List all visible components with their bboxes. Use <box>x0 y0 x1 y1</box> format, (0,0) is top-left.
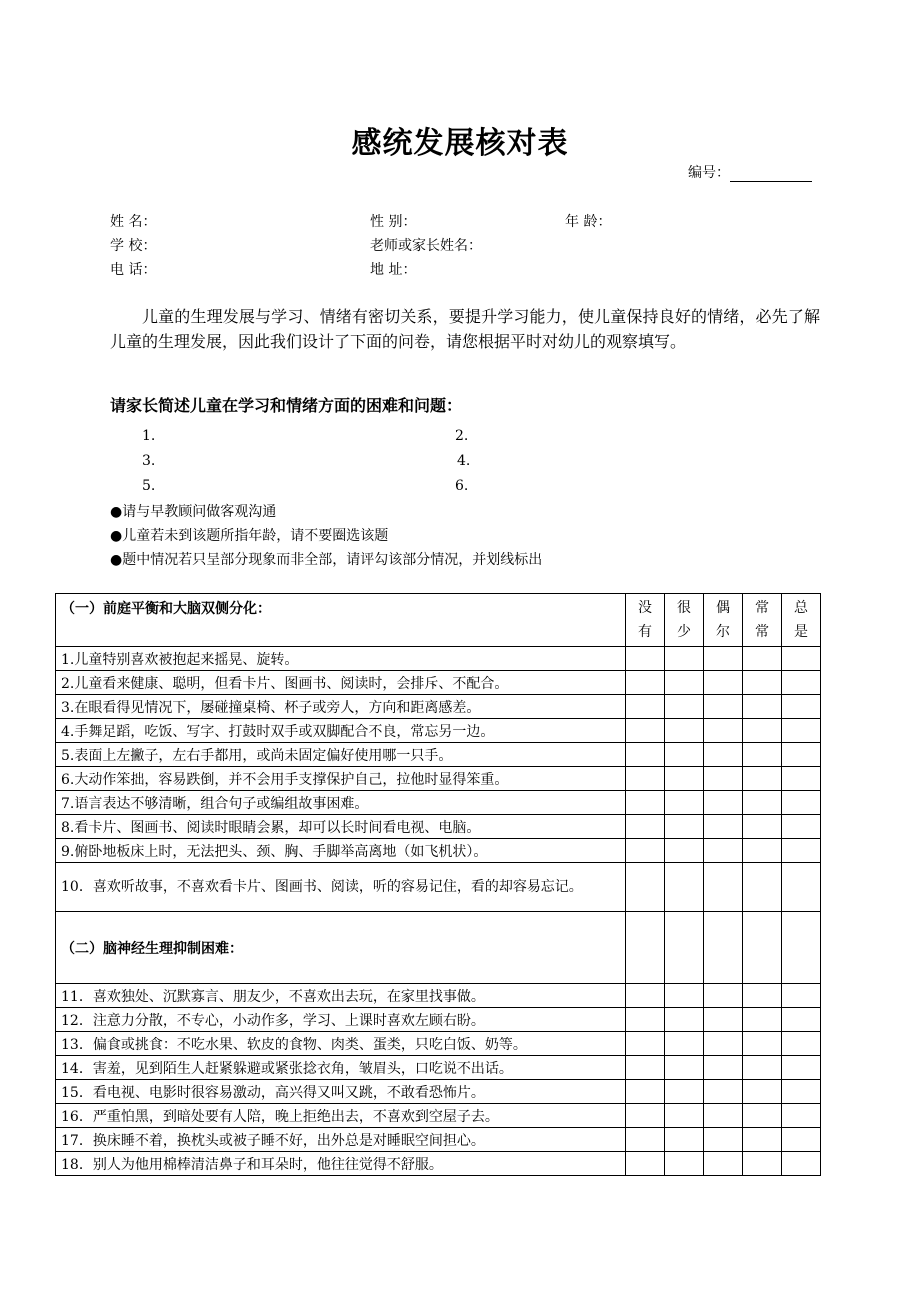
rating-cell-rarely[interactable] <box>665 767 704 791</box>
section-2-blank-cell <box>665 912 704 984</box>
checklist-item-text: 16．严重怕黑，到暗处要有人陪，晚上拒绝出去，不喜欢到空屋子去。 <box>56 1104 626 1128</box>
note-2: ●儿童若未到该题所指年龄，请不要圈选该题 <box>110 528 389 544</box>
problem-number-5: 5. <box>142 478 156 494</box>
rating-cell-rarely[interactable] <box>665 647 704 671</box>
rating-cell-rarely[interactable] <box>665 863 704 912</box>
section-1-title: （一）前庭平衡和大脑双侧分化： <box>61 601 271 617</box>
checklist-item-text: 14．害羞，见到陌生人赶紧躲避或紧张捻衣角，皱眉头，口吃说不出话。 <box>56 1056 626 1080</box>
rating-cell-often[interactable] <box>743 815 782 839</box>
rating-cell-occasionally[interactable] <box>704 743 743 767</box>
rating-cell-often[interactable] <box>743 839 782 863</box>
page-title: 感统发展核对表 <box>351 126 569 161</box>
rating-cell-rarely[interactable] <box>665 1152 704 1176</box>
checklist-item-row <box>56 719 821 743</box>
rating-cell-always[interactable] <box>782 767 821 791</box>
serial-blank[interactable] <box>730 168 812 182</box>
rating-cell-often[interactable] <box>743 863 782 912</box>
rating-cell-often[interactable] <box>743 984 782 1008</box>
checklist-table <box>55 593 821 1176</box>
rating-cell-rarely[interactable] <box>665 671 704 695</box>
rating-cell-often[interactable] <box>743 791 782 815</box>
rating-cell-often[interactable] <box>743 1008 782 1032</box>
rating-cell-never[interactable] <box>626 1056 665 1080</box>
gender-label: 性 别： <box>370 214 417 230</box>
rating-cell-occasionally[interactable] <box>704 1104 743 1128</box>
rating-cell-occasionally[interactable] <box>704 647 743 671</box>
rating-cell-always[interactable] <box>782 1032 821 1056</box>
checklist-item-row <box>56 1104 821 1128</box>
checklist-item-text: 4.手舞足蹈，吃饭、写字、打鼓时双手或双脚配合不良，常忘另一边。 <box>56 719 626 743</box>
rating-cell-rarely[interactable] <box>665 984 704 1008</box>
checklist-item-text: 10．喜欢听故事，不喜欢看卡片、图画书、阅读，听的容易记住，看的却容易忘记。 <box>56 863 626 912</box>
checklist-item-row <box>56 743 821 767</box>
section-2-title: （二）脑神经生理抑制困难： <box>61 940 243 957</box>
school-label: 学 校： <box>110 238 157 254</box>
rating-cell-rarely[interactable] <box>665 743 704 767</box>
question-heading: 请家长简述儿童在学习和情绪方面的困难和问题： <box>110 396 463 415</box>
rating-cell-rarely[interactable] <box>665 1128 704 1152</box>
note-3: ●题中情况若只呈部分现象而非全部，请评勾该部分情况，并划线标出 <box>110 552 543 568</box>
checklist-item-row <box>56 695 821 719</box>
checklist-item-row <box>56 647 821 671</box>
rating-cell-often[interactable] <box>743 767 782 791</box>
rating-cell-always[interactable] <box>782 1104 821 1128</box>
rating-cell-always[interactable] <box>782 863 821 912</box>
checklist-item-row <box>56 984 821 1008</box>
checklist-item-text: 15．看电视、电影时很容易激动，高兴得又叫又跳，不敢看恐怖片。 <box>56 1080 626 1104</box>
checklist-item-text: 11．喜欢独处、沉默寡言、朋友少，不喜欢出去玩，在家里找事做。 <box>56 984 626 1008</box>
rating-cell-often[interactable] <box>743 1104 782 1128</box>
rating-cell-rarely[interactable] <box>665 791 704 815</box>
rating-cell-always[interactable] <box>782 791 821 815</box>
rating-cell-always[interactable] <box>782 1152 821 1176</box>
option-header-never: 没 有 <box>626 594 665 647</box>
section-2-title-cell <box>56 912 626 984</box>
rating-cell-rarely[interactable] <box>665 1008 704 1032</box>
rating-cell-often[interactable] <box>743 695 782 719</box>
rating-cell-always[interactable] <box>782 1008 821 1032</box>
section-2-blank-cell <box>743 912 782 984</box>
checklist-item-text: 3.在眼看得见情况下，屡碰撞桌椅、杯子或旁人，方向和距离感差。 <box>56 695 626 719</box>
rating-cell-often[interactable] <box>743 1032 782 1056</box>
rating-cell-never[interactable] <box>626 719 665 743</box>
checklist-item-text: 7.语言表达不够清晰，组合句子或编组故事困难。 <box>56 791 626 815</box>
rating-cell-occasionally[interactable] <box>704 984 743 1008</box>
section-2-blank-cell <box>626 912 665 984</box>
intro-paragraph: 儿童的生理发展与学习、情绪有密切关系，要提升学习能力，使儿童保持良好的情绪，必先了解儿童的生理发展，因此我们设计了下面的问卷，请您根据平时对幼儿的观察填写。 <box>110 307 820 351</box>
rating-cell-occasionally[interactable] <box>704 1152 743 1176</box>
rating-cell-never[interactable] <box>626 791 665 815</box>
rating-cell-occasionally[interactable] <box>704 839 743 863</box>
rating-cell-occasionally[interactable] <box>704 767 743 791</box>
problem-number-4: 4. <box>457 453 471 469</box>
rating-cell-occasionally[interactable] <box>704 695 743 719</box>
option-header-occasionally: 偶 尔 <box>704 594 743 647</box>
rating-cell-never[interactable] <box>626 671 665 695</box>
section-1-title-cell <box>56 594 626 647</box>
rating-cell-occasionally[interactable] <box>704 719 743 743</box>
rating-cell-rarely[interactable] <box>665 1104 704 1128</box>
rating-cell-never[interactable] <box>626 647 665 671</box>
checklist-item-row <box>56 1080 821 1104</box>
checklist-item-text: 6.大动作笨拙，容易跌倒，并不会用手支撑保护自己，拉他时显得笨重。 <box>56 767 626 791</box>
rating-cell-often[interactable] <box>743 1080 782 1104</box>
section-1-header-row <box>56 594 821 647</box>
rating-cell-rarely[interactable] <box>665 719 704 743</box>
rating-cell-occasionally[interactable] <box>704 863 743 912</box>
rating-cell-never[interactable] <box>626 743 665 767</box>
checklist-item-text: 8.看卡片、图画书、阅读时眼睛会累，却可以长时间看电视、电脑。 <box>56 815 626 839</box>
checklist-item-text: 18．别人为他用棉棒清洁鼻子和耳朵时，他往往觉得不舒服。 <box>56 1152 626 1176</box>
rating-cell-always[interactable] <box>782 839 821 863</box>
checklist-item-row <box>56 1008 821 1032</box>
checklist-item-row <box>56 863 821 912</box>
checklist-item-row <box>56 767 821 791</box>
rating-cell-never[interactable] <box>626 1128 665 1152</box>
rating-cell-rarely[interactable] <box>665 1032 704 1056</box>
section-2-blank-cell <box>782 912 821 984</box>
rating-cell-never[interactable] <box>626 767 665 791</box>
guardian-label: 老师或家长姓名： <box>370 238 482 254</box>
rating-cell-never[interactable] <box>626 1152 665 1176</box>
age-label: 年 龄： <box>565 214 612 230</box>
rating-cell-always[interactable] <box>782 719 821 743</box>
checklist-item-text: 12．注意力分散，不专心，小动作多，学习、上课时喜欢左顾右盼。 <box>56 1008 626 1032</box>
checklist-item-row <box>56 815 821 839</box>
rating-cell-occasionally[interactable] <box>704 671 743 695</box>
checklist-item-row <box>56 791 821 815</box>
rating-cell-rarely[interactable] <box>665 1056 704 1080</box>
rating-cell-rarely[interactable] <box>665 695 704 719</box>
rating-cell-always[interactable] <box>782 743 821 767</box>
rating-cell-often[interactable] <box>743 719 782 743</box>
phone-label: 电 话： <box>110 262 157 278</box>
checklist-item-text: 9.俯卧地板床上时，无法把头、颈、胸、手脚举高离地（如飞机状）。 <box>56 839 626 863</box>
rating-cell-always[interactable] <box>782 1056 821 1080</box>
rating-cell-often[interactable] <box>743 671 782 695</box>
rating-cell-occasionally[interactable] <box>704 1008 743 1032</box>
checklist-item-row <box>56 1128 821 1152</box>
checklist-item-row <box>56 1152 821 1176</box>
serial-number <box>688 162 812 182</box>
problem-number-2: 2. <box>455 428 469 444</box>
option-header-rarely: 很 少 <box>665 594 704 647</box>
rating-cell-never[interactable] <box>626 1080 665 1104</box>
rating-cell-never[interactable] <box>626 695 665 719</box>
checklist-item-row <box>56 671 821 695</box>
rating-cell-occasionally[interactable] <box>704 815 743 839</box>
rating-cell-always[interactable] <box>782 984 821 1008</box>
rating-cell-always[interactable] <box>782 695 821 719</box>
rating-cell-rarely[interactable] <box>665 815 704 839</box>
note-1: ●请与早教顾问做客观沟通 <box>110 504 277 520</box>
rating-cell-occasionally[interactable] <box>704 1032 743 1056</box>
checklist-item-text: 17．换床睡不着，换枕头或被子睡不好，出外总是对睡眠空间担心。 <box>56 1128 626 1152</box>
checklist-item-text: 1.儿童特别喜欢被抱起来摇晃、旋转。 <box>56 647 626 671</box>
rating-cell-always[interactable] <box>782 1128 821 1152</box>
section-2-blank-cell <box>704 912 743 984</box>
rating-cell-always[interactable] <box>782 815 821 839</box>
rating-cell-never[interactable] <box>626 815 665 839</box>
rating-cell-often[interactable] <box>743 1128 782 1152</box>
option-header-often: 常 常 <box>743 594 782 647</box>
serial-label: 编号： <box>688 165 730 181</box>
rating-cell-never[interactable] <box>626 1104 665 1128</box>
problem-number-6: 6. <box>455 478 469 494</box>
problem-number-3: 3. <box>142 453 156 469</box>
checklist-item-text: 2.儿童看来健康、聪明，但看卡片、图画书、阅读时，会排斥、不配合。 <box>56 671 626 695</box>
rating-cell-occasionally[interactable] <box>704 1128 743 1152</box>
rating-cell-rarely[interactable] <box>665 839 704 863</box>
rating-cell-never[interactable] <box>626 1008 665 1032</box>
checklist-item-row <box>56 1056 821 1080</box>
rating-cell-rarely[interactable] <box>665 1080 704 1104</box>
rating-cell-never[interactable] <box>626 984 665 1008</box>
section-2-header-row <box>56 912 821 984</box>
rating-cell-never[interactable] <box>626 839 665 863</box>
checklist-item-row <box>56 839 821 863</box>
address-label: 地 址： <box>370 262 417 278</box>
problem-number-1: 1. <box>142 428 156 444</box>
rating-cell-often[interactable] <box>743 1056 782 1080</box>
rating-cell-always[interactable] <box>782 647 821 671</box>
rating-cell-occasionally[interactable] <box>704 1056 743 1080</box>
rating-cell-often[interactable] <box>743 1152 782 1176</box>
rating-cell-often[interactable] <box>743 743 782 767</box>
checklist-item-text: 13．偏食或挑食：不吃水果、软皮的食物、肉类、蛋类，只吃白饭、奶等。 <box>56 1032 626 1056</box>
rating-cell-often[interactable] <box>743 647 782 671</box>
checklist-item-text: 5.表面上左撇子，左右手都用，或尚未固定偏好使用哪一只手。 <box>56 743 626 767</box>
name-label: 姓 名： <box>110 214 157 230</box>
checklist-item-row <box>56 1032 821 1056</box>
rating-cell-occasionally[interactable] <box>704 791 743 815</box>
rating-cell-never[interactable] <box>626 1032 665 1056</box>
option-header-always: 总 是 <box>782 594 821 647</box>
rating-cell-occasionally[interactable] <box>704 1080 743 1104</box>
rating-cell-always[interactable] <box>782 671 821 695</box>
rating-cell-always[interactable] <box>782 1080 821 1104</box>
rating-cell-never[interactable] <box>626 863 665 912</box>
